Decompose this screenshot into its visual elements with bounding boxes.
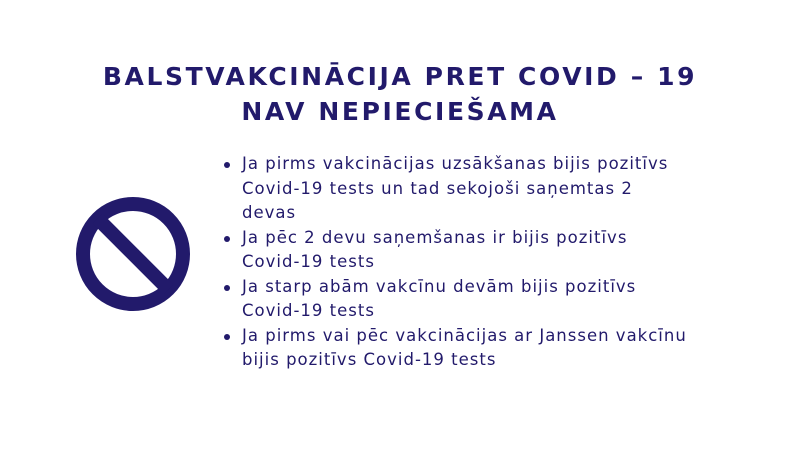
- list-item: [222, 324, 782, 373]
- list-item: [222, 275, 782, 324]
- list-item: [222, 152, 782, 226]
- list-item-line: Ja pirms vai pēc vakcinācijas ar Janssen vakcīnu: [242, 325, 687, 345]
- bullet-icon: [224, 334, 230, 340]
- list-item-line: Covid-19 tests: [242, 252, 375, 271]
- bullet-icon: [224, 236, 230, 242]
- list-item-line: Ja pēc 2 devu saņemšanas ir bijis pozitīvs: [242, 227, 628, 247]
- title-line-1: BALSTVAKCINĀCIJA PRET COVID – 19: [102, 61, 698, 91]
- list-item-line: bijis pozitīvs Covid-19 tests: [242, 350, 497, 369]
- condition-list: [222, 152, 782, 373]
- list-item-line: devas: [242, 203, 297, 222]
- bullet-icon: [224, 162, 230, 168]
- list-item-line: Covid-19 tests: [242, 301, 375, 320]
- bullet-icon: [224, 285, 230, 291]
- list-item-line: Ja pirms vakcinācijas uzsākšanas bijis pozitīvs: [242, 154, 669, 173]
- list-item-line: Ja starp abām vakcīnu devām bijis pozitīvs: [242, 276, 637, 296]
- list-item-line: Covid-19 tests un tad sekojoši saņemtas 2: [242, 178, 633, 198]
- page-title: [0, 59, 800, 129]
- list-item: [222, 226, 782, 275]
- prohibited-icon: [75, 196, 191, 312]
- title-line-2: NAV NEPIECIEŠAMA: [241, 96, 559, 126]
